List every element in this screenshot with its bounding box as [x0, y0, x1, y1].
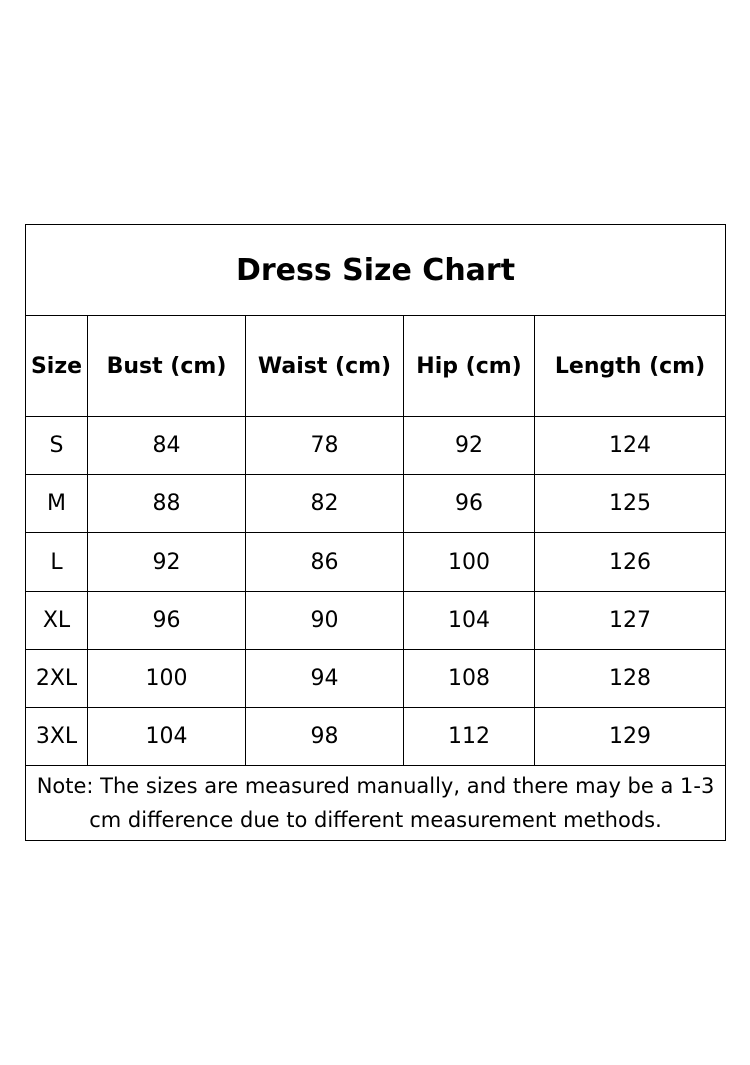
hip-cell: 92 — [404, 417, 535, 475]
size-cell: L — [26, 533, 88, 591]
length-cell: 128 — [535, 649, 726, 707]
bust-cell: 100 — [88, 649, 246, 707]
column-header-bust: Bust (cm) — [88, 316, 246, 417]
table-row — [26, 707, 726, 765]
table-row — [26, 591, 726, 649]
chart-title: Dress Size Chart — [26, 225, 726, 316]
table-row — [26, 417, 726, 475]
length-cell: 127 — [535, 591, 726, 649]
table-row — [26, 649, 726, 707]
length-cell: 126 — [535, 533, 726, 591]
table-row — [26, 533, 726, 591]
waist-cell: 82 — [246, 475, 404, 533]
size-cell: 2XL — [26, 649, 88, 707]
bust-cell: 104 — [88, 707, 246, 765]
measurement-note: Note: The sizes are measured manually, and there may be a 1-3 cm difference due to different measurement methods. — [26, 765, 726, 840]
size-cell: 3XL — [26, 707, 88, 765]
hip-cell: 108 — [404, 649, 535, 707]
size-cell: M — [26, 475, 88, 533]
hip-cell: 112 — [404, 707, 535, 765]
title-row — [26, 225, 726, 316]
hip-cell: 100 — [404, 533, 535, 591]
hip-cell: 104 — [404, 591, 535, 649]
column-header-size: Size — [26, 316, 88, 417]
size-chart-table — [25, 224, 726, 841]
waist-cell: 94 — [246, 649, 404, 707]
bust-cell: 96 — [88, 591, 246, 649]
length-cell: 124 — [535, 417, 726, 475]
size-cell: XL — [26, 591, 88, 649]
column-header-hip: Hip (cm) — [404, 316, 535, 417]
column-header-length: Length (cm) — [535, 316, 726, 417]
table-row — [26, 475, 726, 533]
waist-cell: 90 — [246, 591, 404, 649]
bust-cell: 84 — [88, 417, 246, 475]
note-row — [26, 765, 726, 840]
bust-cell: 88 — [88, 475, 246, 533]
waist-cell: 86 — [246, 533, 404, 591]
column-header-waist: Waist (cm) — [246, 316, 404, 417]
hip-cell: 96 — [404, 475, 535, 533]
length-cell: 125 — [535, 475, 726, 533]
size-cell: S — [26, 417, 88, 475]
header-row — [26, 316, 726, 417]
waist-cell: 98 — [246, 707, 404, 765]
length-cell: 129 — [535, 707, 726, 765]
waist-cell: 78 — [246, 417, 404, 475]
bust-cell: 92 — [88, 533, 246, 591]
